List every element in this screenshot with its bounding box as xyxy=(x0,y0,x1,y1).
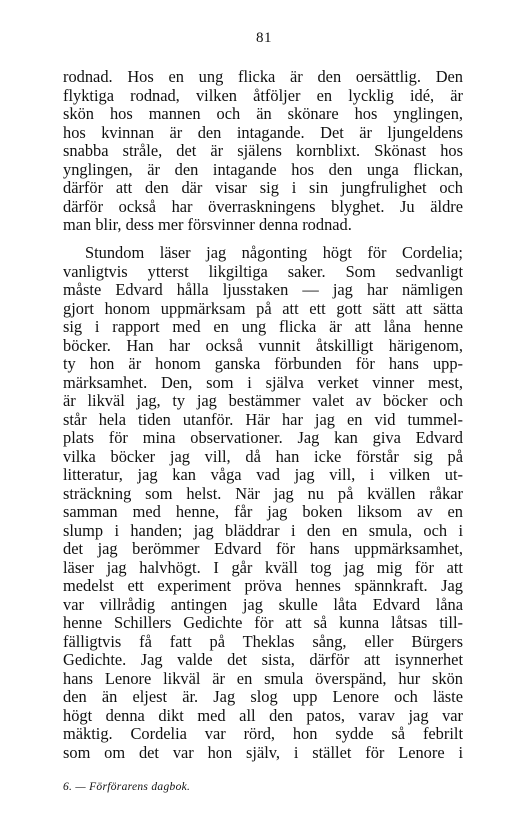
text-line: gjort honom uppmärksam på att ett gott sätt att sätta xyxy=(63,298,463,318)
text-line: fälligtvis få fatt på Theklas sång, eller Bürgers xyxy=(63,631,463,651)
text-line: henne Schillers Gedichte för att så kunna låtsas till- xyxy=(63,613,463,632)
paragraph-1 xyxy=(63,68,463,235)
text-line: vilka böcker jag vill, då han icke förstår sig på xyxy=(63,446,463,466)
text-line: som om det var hon själv, i stället för Lenore i xyxy=(63,742,463,762)
text-line: samman med henne, får jag boken liksom av en xyxy=(63,502,463,521)
text-line: hans Lenore likväl är en smula överspänd, hur skön xyxy=(63,668,463,688)
text-line: Gedichte. Jag valde det sista, därför att isynnerhet xyxy=(63,650,463,669)
text-line: högt denna dikt med all den patos, varav jag var xyxy=(63,705,463,725)
text-line: rodnad. Hos en ung flicka är den oersättlig. Den xyxy=(63,67,463,86)
text-line: man blir, dess mer försvinner denna rodnad. xyxy=(63,215,352,234)
text-line: Stundom läser jag någonting högt för Cordelia; xyxy=(85,243,463,262)
text-line: mäktig. Cordelia var rörd, hon sydde så febrilt xyxy=(63,724,463,743)
paragraph-2 xyxy=(63,244,463,762)
text-line: därför också har överraskningens blyghet. Ju äldre xyxy=(63,196,463,216)
text-line: därför att den där visar sig i sin jungfrulighet och xyxy=(63,178,463,197)
text-line: vanligtvis ytterst likgiltiga saker. Som sedvanligt xyxy=(63,261,463,281)
text-line: var villrådig antingen jag skulle låta Edvard låna xyxy=(63,594,463,614)
text-line: litteratur, jag kan våga vad jag vill, i vilken ut- xyxy=(63,465,463,484)
text-line: plats för mina observationer. Jag kan giva Edvard xyxy=(63,428,463,447)
text-line: hos kvinnan är den intagande. Det är ljungeldens xyxy=(63,122,463,142)
text-line: märksamhet. Den, som i själva verket vinner mest, xyxy=(63,372,463,392)
text-line: slump i handen; jag bläddrar i den en smula, och i xyxy=(63,520,463,540)
text-line: det jag berömmer Edvard för hans uppmärksamhet, xyxy=(63,539,463,558)
text-line: läser jag halvhögt. I går kväll tog jag mig för att xyxy=(63,557,463,577)
text-line: flyktiga rodnad, vilken åtföljer en lycklig idé, är xyxy=(63,85,463,105)
text-line: står hela tiden utanför. Här har jag en vid tummel- xyxy=(63,409,463,429)
text-line: sträckning som helst. När jag nu på kvällen råkar xyxy=(63,483,463,503)
text-line: böcker. Han har också vunnit åtskilligt härigenom, xyxy=(63,335,463,355)
text-line: måste Edvard hålla ljusstaken — jag har nämligen xyxy=(63,280,463,299)
page-number: 81 xyxy=(256,30,272,46)
text-line: ynglingen, är den intagande hos den unga flickan, xyxy=(63,159,463,179)
text-line: sig i rapport med en ung flicka är att låna henne xyxy=(63,317,463,336)
text-line: skön hos mannen och än skönare hos ynglingen, xyxy=(63,104,463,123)
text-line: snabba stråle, det är själens kornblixt. Skönast hos xyxy=(63,141,463,160)
text-line: ty hon är honom ganska förbunden för hans upp- xyxy=(63,354,463,373)
text-line: medelst ett experiment pröva hennes spännkraft. Jag xyxy=(63,576,463,595)
text-line: är likväl jag, ty jag bestämmer valet av böcker och xyxy=(63,391,463,410)
text-line: den än eljest är. Jag slog upp Lenore och läste xyxy=(63,687,463,706)
signature-footer: 6. — Förförarens dagbok. xyxy=(63,781,191,793)
